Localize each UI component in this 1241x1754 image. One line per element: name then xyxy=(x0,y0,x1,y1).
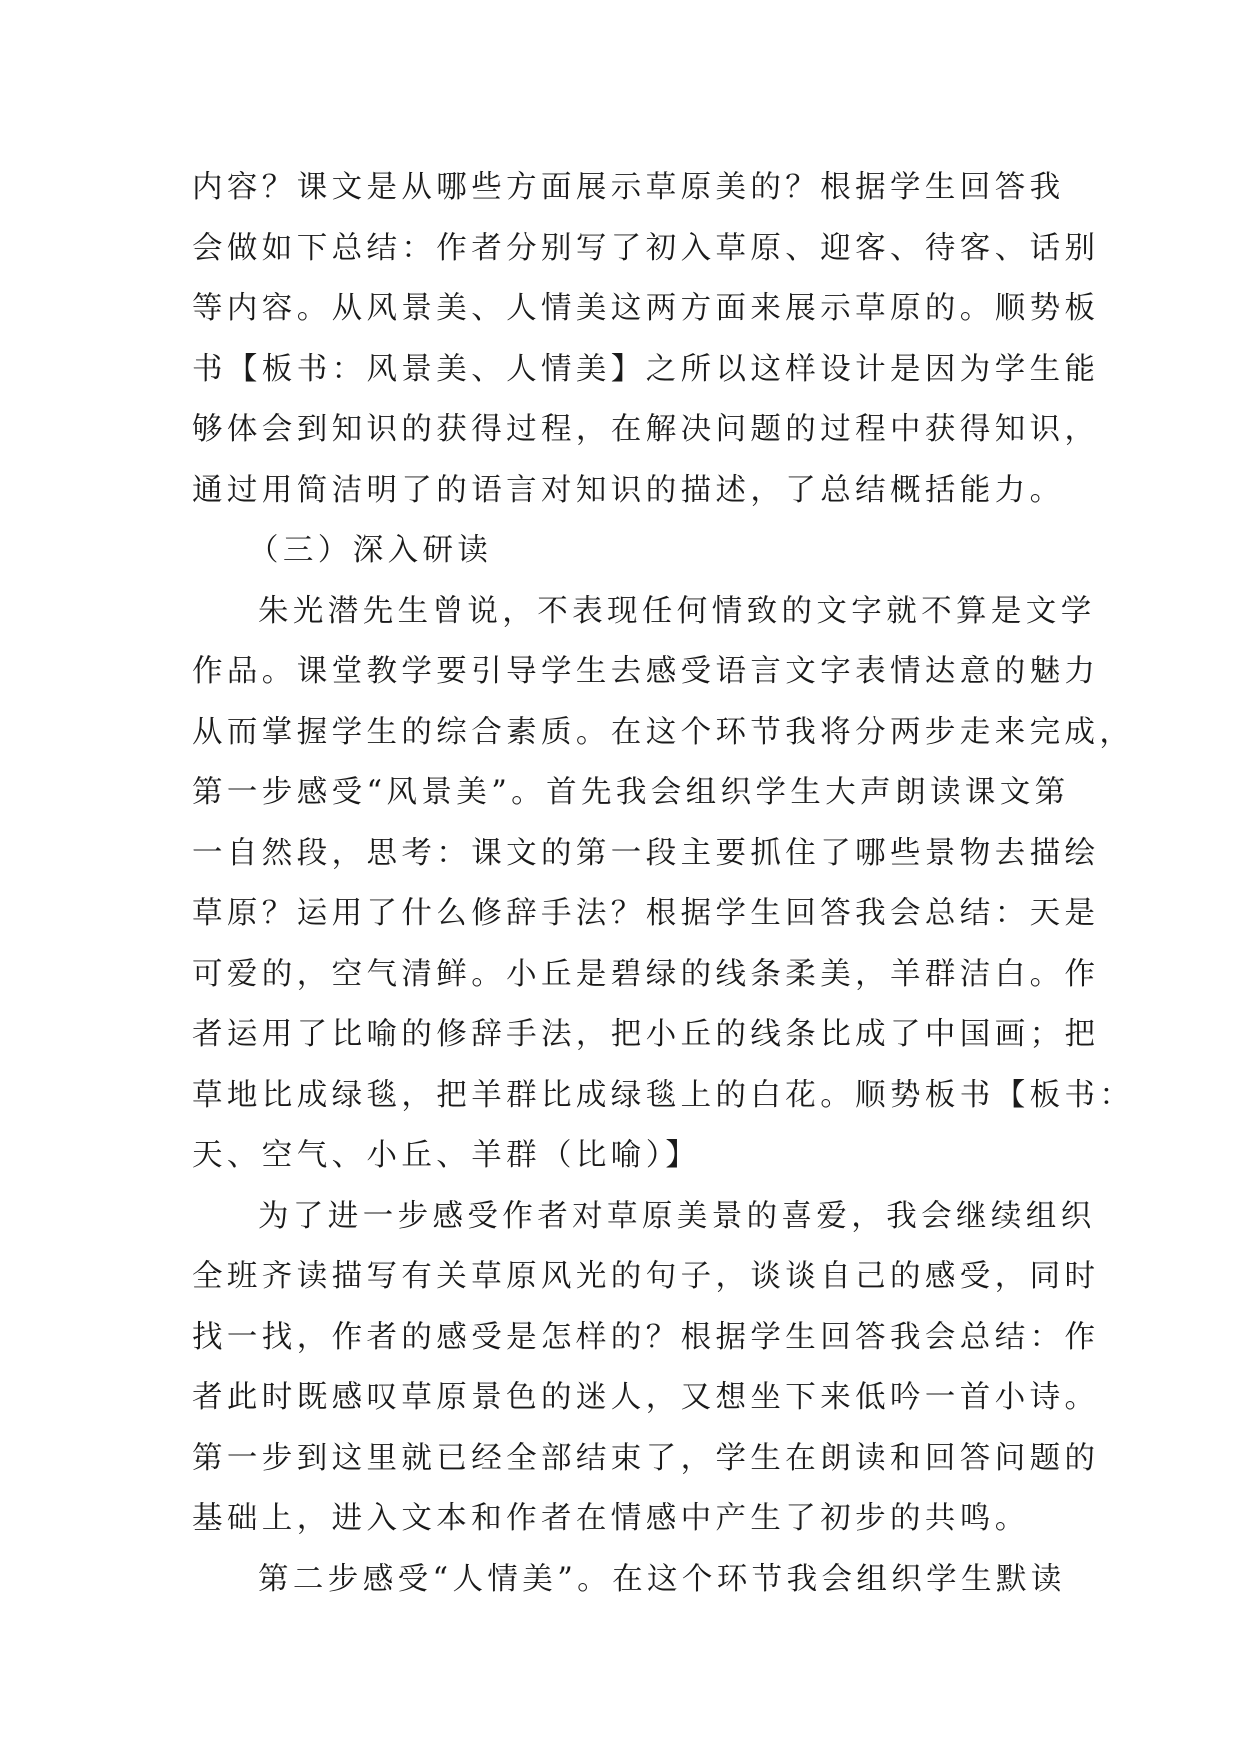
text-line: 全班齐读描写有关草原风光的句子，谈谈自己的感受，同时 xyxy=(192,1259,1100,1294)
body-text xyxy=(192,158,1135,1610)
text-line: 者此时既感叹草原景色的迷人，又想坐下来低吟一首小诗。 xyxy=(192,1380,1100,1415)
text-line: 朱光潜先生曾说，不表现任何情致的文字就不算是文学 xyxy=(258,593,1096,629)
text-line: 通过用简洁明了的语言对知识的描述，了总结概括能力。 xyxy=(192,472,1065,508)
text-line: 为了进一步感受作者对草原美景的喜爱，我会继续组织 xyxy=(258,1198,1096,1234)
text-line: 第二步感受“人情美”。在这个环节我会组织学生默读 xyxy=(258,1561,1066,1597)
section-heading: （三）深入研读 xyxy=(248,533,493,568)
text-line: 者运用了比喻的修辞手法，把小丘的线条比成了中国画；把 xyxy=(192,1017,1100,1052)
text-line: 会做如下总结：作者分别写了初入草原、迎客、待客、话别 xyxy=(192,230,1100,266)
text-line: 找一找，作者的感受是怎样的？根据学生回答我会总结：作 xyxy=(192,1319,1100,1355)
text-line: 第一步到这里就已经全部结束了，学生在朗读和回答问题的 xyxy=(192,1440,1100,1476)
text-line: 草地比成绿毯，把羊群比成绿毯上的白花。顺势板书【板书： xyxy=(192,1077,1135,1113)
text-line: 第一步感受“风景美”。首先我会组织学生大声朗读课文第 xyxy=(192,775,1070,810)
text-line: 天、空气、小丘、羊群（比喻）】 xyxy=(192,1138,701,1173)
text-line: 可爱的，空气清鲜。小丘是碧绿的线条柔美，羊群洁白。作 xyxy=(192,956,1100,992)
text-line: 草原？运用了什么修辞手法？根据学生回答我会总结：天是 xyxy=(192,896,1100,931)
text-line: 作品。课堂教学要引导学生去感受语言文字表情达意的魅力 xyxy=(192,654,1100,689)
text-line: 等内容。从风景美、人情美这两方面来展示草原的。顺势板 xyxy=(192,291,1100,326)
text-line: 内容？课文是从哪些方面展示草原美的？根据学生回答我 xyxy=(192,170,1065,205)
text-line: 一自然段，思考：课文的第一段主要抓住了哪些景物去描绘 xyxy=(192,835,1100,871)
text-line: 够体会到知识的获得过程，在解决问题的过程中获得知识， xyxy=(192,412,1100,447)
text-line: 从而掌握学生的综合素质。在这个环节我将分两步走来完成， xyxy=(192,714,1135,750)
text-line: 书【板书：风景美、人情美】之所以这样设计是因为学生能 xyxy=(192,351,1100,387)
text-line: 基础上，进入文本和作者在情感中产生了初步的共鸣。 xyxy=(192,1501,1030,1536)
